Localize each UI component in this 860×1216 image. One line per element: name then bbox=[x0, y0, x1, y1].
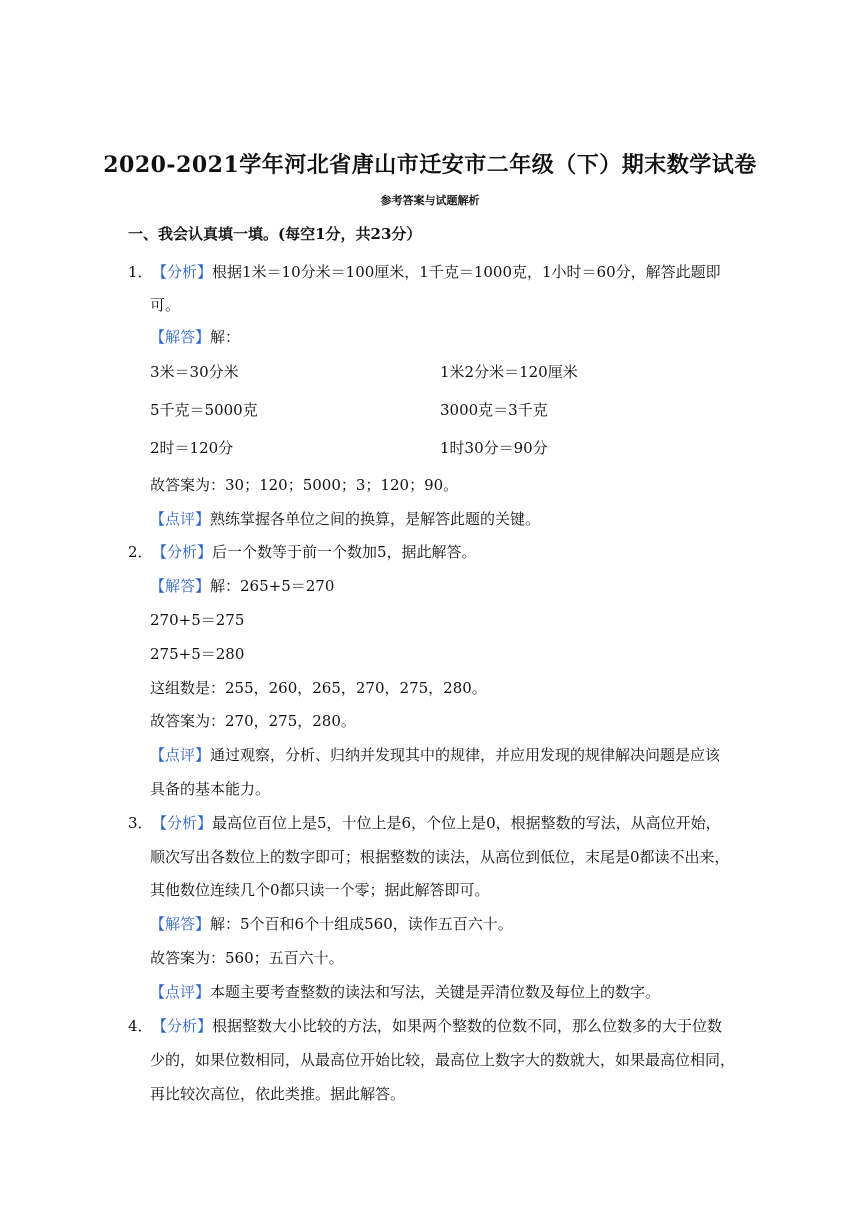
q2-final-answer: 故答案为：270，275，280。 bbox=[150, 712, 356, 730]
question-number: 2． bbox=[128, 543, 153, 561]
q3-final-answer: 故答案为：560；五百六十。 bbox=[150, 949, 344, 967]
q2-answer: 【解答】解：265+5＝270 bbox=[150, 577, 335, 595]
q1-analysis: 1．【分析】根据1米＝10分米＝100厘米，1千克＝1000克，1小时＝60分，解答此题即 bbox=[128, 263, 721, 281]
q2-step: 275+5＝280 bbox=[150, 645, 245, 663]
q2-review: 【点评】通过观察，分析、归纳并发现其中的规律，并应用发现的规律解决问题是应该 bbox=[150, 746, 721, 764]
answer-tag: 【解答】 bbox=[150, 328, 211, 346]
q1-result: 2时＝120分 bbox=[150, 439, 234, 457]
q4-analysis-cont: 再比较次高位，依此类推。据此解答。 bbox=[150, 1085, 406, 1103]
page-title: 2020-2021学年河北省唐山市迁安市二年级（下）期末数学试卷 bbox=[103, 152, 757, 178]
q3-analysis: 3．【分析】最高位百位上是5，十位上是6，个位上是0，根据整数的写法，从高位开始， bbox=[128, 814, 721, 832]
q3-analysis-cont: 其他数位连续几个0都只读一个零；据此解答即可。 bbox=[150, 881, 490, 899]
question-number: 3． bbox=[128, 814, 153, 832]
q1-analysis-cont: 可。 bbox=[150, 296, 181, 314]
q1-final-answer: 故答案为：30；120；5000；3；120；90。 bbox=[150, 476, 459, 494]
q1-result: 3米＝30分米 bbox=[150, 363, 239, 381]
review-tag: 【点评】 bbox=[150, 983, 211, 1001]
analysis-tag: 【分析】 bbox=[152, 543, 213, 561]
analysis-tag: 【分析】 bbox=[152, 1017, 213, 1035]
answer-tag: 【解答】 bbox=[150, 577, 211, 595]
analysis-tag: 【分析】 bbox=[152, 814, 213, 832]
q1-review: 【点评】熟练掌握各单位之间的换算，是解答此题的关键。 bbox=[150, 510, 541, 528]
analysis-tag: 【分析】 bbox=[152, 263, 213, 281]
page-subtitle: 参考答案与试题解析 bbox=[380, 194, 480, 207]
q1-answer: 【解答】解： bbox=[150, 328, 241, 346]
answer-tag: 【解答】 bbox=[150, 915, 211, 933]
review-tag: 【点评】 bbox=[150, 746, 211, 764]
review-tag: 【点评】 bbox=[150, 510, 211, 528]
question-number: 4． bbox=[128, 1017, 153, 1035]
section-heading: 一、我会认真填一填。(每空1分，共23分） bbox=[128, 225, 422, 243]
q3-answer: 【解答】解：5个百和6个十组成560，读作五百六十。 bbox=[150, 915, 513, 933]
q1-result: 1米2分米＝120厘米 bbox=[440, 363, 578, 381]
q3-analysis-cont: 顺次写出各数位上的数字即可；根据整数的读法，从高位到低位，末尾是0都读不出来， bbox=[150, 848, 730, 866]
q2-analysis: 2．【分析】后一个数等于前一个数加5，据此解答。 bbox=[128, 543, 477, 561]
q1-result: 5千克＝5000克 bbox=[150, 401, 258, 419]
q2-step: 270+5＝275 bbox=[150, 611, 245, 629]
q2-review-cont: 具备的基本能力。 bbox=[150, 780, 271, 798]
question-number: 1． bbox=[128, 263, 153, 281]
q3-review: 【点评】本题主要考查整数的读法和写法，关键是弄清位数及每位上的数字。 bbox=[150, 983, 661, 1001]
q4-analysis: 4．【分析】根据整数大小比较的方法，如果两个整数的位数不同，那么位数多的大于位数 bbox=[128, 1017, 723, 1035]
q2-sequence: 这组数是：255，260，265，270，275，280。 bbox=[150, 679, 487, 697]
q1-result: 1时30分＝90分 bbox=[440, 439, 548, 457]
q1-result: 3000克＝3千克 bbox=[440, 401, 548, 419]
q4-analysis-cont: 少的，如果位数相同，从最高位开始比较，最高位上数字大的数就大，如果最高位相同， bbox=[150, 1051, 736, 1069]
